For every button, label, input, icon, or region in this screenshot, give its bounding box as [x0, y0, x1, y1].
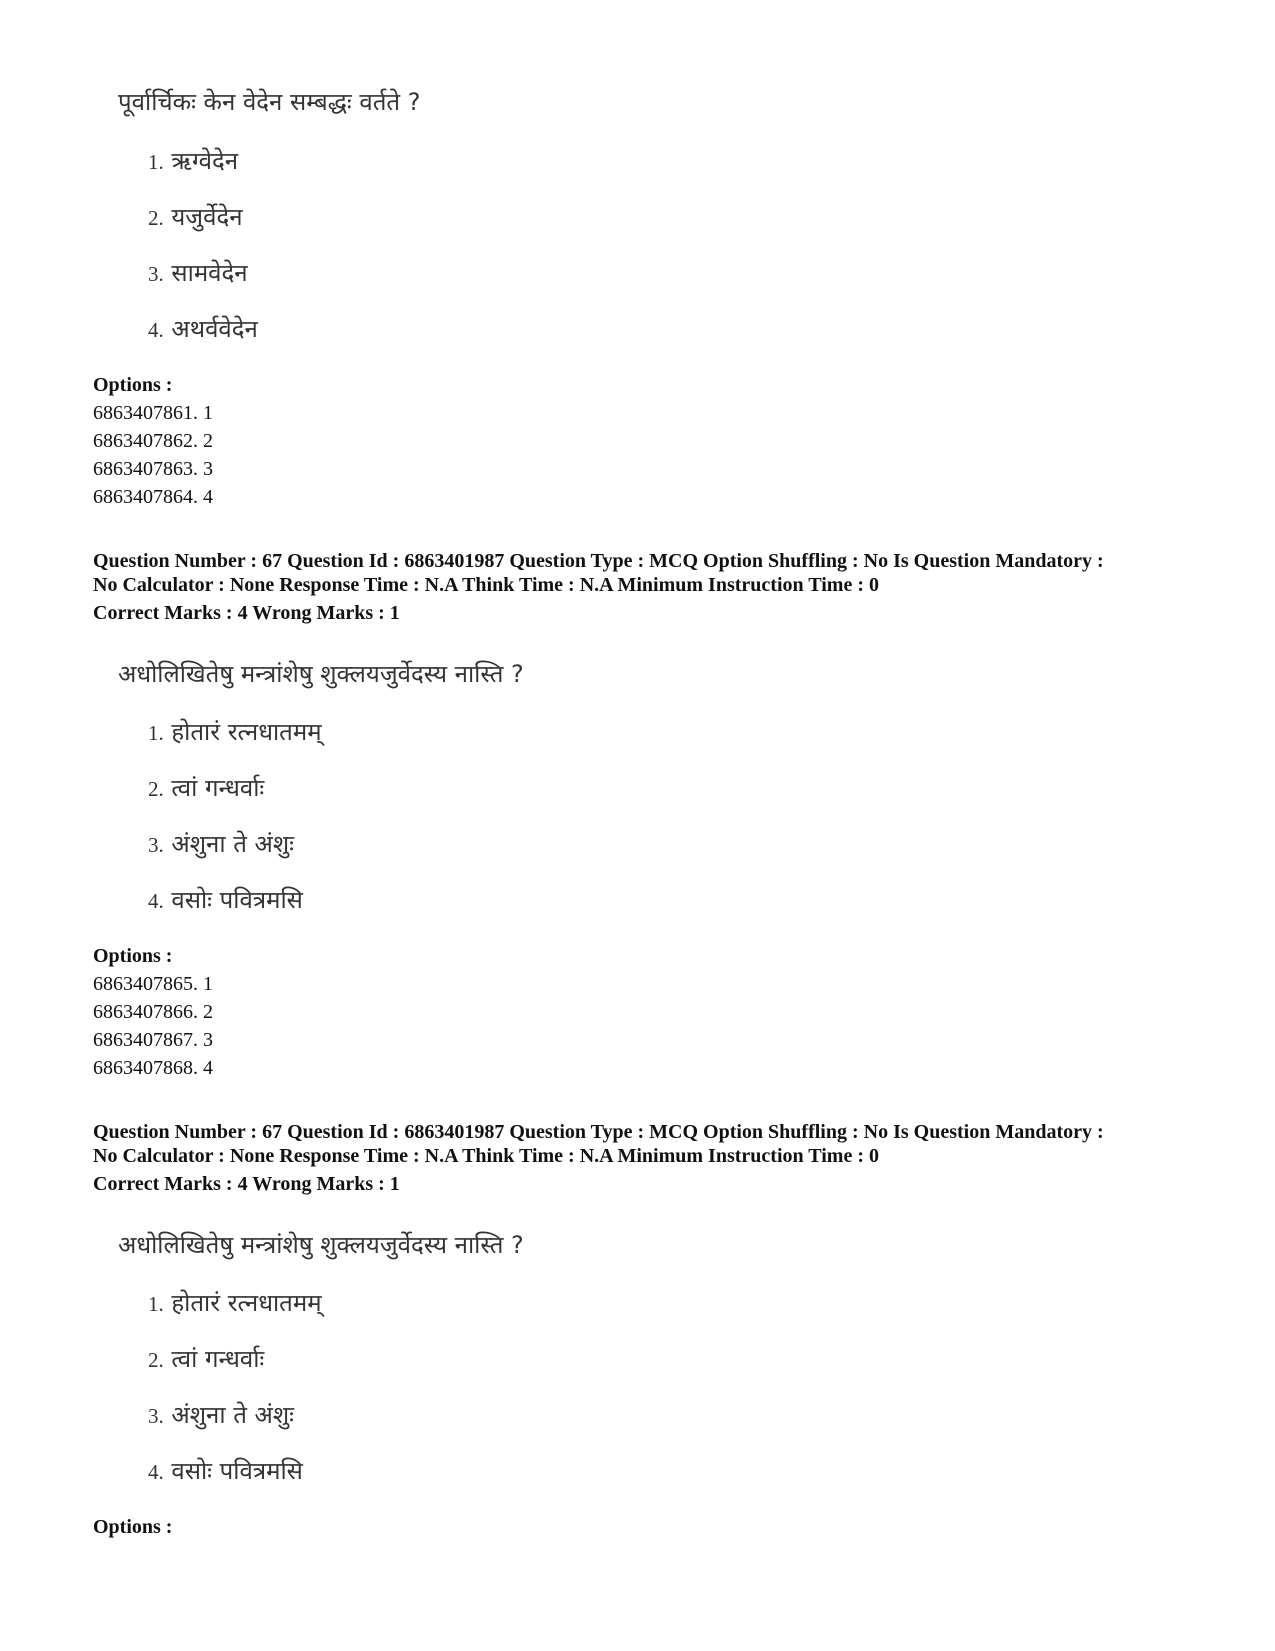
- question-text: अधोलिखितेषु मन्त्रांशेषु शुक्लयजुर्वेदस्य नास्ति ?: [118, 660, 524, 688]
- option-id-row: 6863407865. 1: [93, 973, 213, 995]
- choice-number: 4.: [148, 318, 164, 342]
- choice-number: 1.: [148, 150, 164, 174]
- choice-number: 2.: [148, 1348, 164, 1372]
- choice-text: अंशुना ते अंशुः: [171, 1401, 295, 1429]
- option-id-row: 6863407867. 3: [93, 1029, 213, 1051]
- choice-item: [148, 1287, 322, 1320]
- choice-text: सामवेदेन: [171, 259, 248, 287]
- option-id-row: 6863407862. 2: [93, 430, 213, 452]
- choice-item: [148, 145, 238, 178]
- choice-item: [148, 1399, 294, 1432]
- choice-text: यजुर्वेदेन: [171, 203, 243, 231]
- choice-text: त्वां गन्धर्वाः: [171, 774, 265, 802]
- choice-number: 3.: [148, 262, 164, 286]
- option-id-row: 6863407863. 3: [93, 458, 213, 480]
- choice-text: होतारं रत्नधातमम्: [171, 718, 322, 746]
- choice-number: 1.: [148, 721, 164, 745]
- choice-number: 3.: [148, 1404, 164, 1428]
- choice-item: [148, 884, 303, 917]
- option-id-row: 6863407864. 4: [93, 486, 213, 508]
- question-meta-line: Question Number : 67 Question Id : 6863401987 Question Type : MCQ Option Shuffling : No Is Question Mandatory :: [93, 1121, 1104, 1143]
- choice-item: [148, 313, 258, 346]
- question-meta-line: No Calculator : None Response Time : N.A Think Time : N.A Minimum Instruction Time : 0: [93, 1145, 879, 1167]
- choice-item: [148, 257, 248, 290]
- options-label: Options :: [93, 945, 173, 967]
- choice-number: 3.: [148, 833, 164, 857]
- option-id-row: 6863407866. 2: [93, 1001, 213, 1023]
- choice-item: [148, 772, 264, 805]
- options-label: Options :: [93, 374, 173, 396]
- choice-item: [148, 1455, 303, 1488]
- choice-number: 4.: [148, 1460, 164, 1484]
- choice-text: अथर्ववेदेन: [171, 315, 258, 343]
- option-id-row: 6863407861. 1: [93, 402, 213, 424]
- marks-line: Correct Marks : 4 Wrong Marks : 1: [93, 1173, 400, 1195]
- choice-text: अंशुना ते अंशुः: [171, 830, 295, 858]
- choice-item: [148, 201, 243, 234]
- choice-item: [148, 1343, 264, 1376]
- options-label: Options :: [93, 1516, 173, 1538]
- choice-text: वसोः पवित्रमसि: [171, 886, 303, 914]
- choice-text: वसोः पवित्रमसि: [171, 1457, 303, 1485]
- choice-item: [148, 828, 294, 861]
- question-text: अधोलिखितेषु मन्त्रांशेषु शुक्लयजुर्वेदस्य नास्ति ?: [118, 1231, 524, 1259]
- choice-text: त्वां गन्धर्वाः: [171, 1345, 265, 1373]
- choice-number: 2.: [148, 777, 164, 801]
- question-meta-line: Question Number : 67 Question Id : 6863401987 Question Type : MCQ Option Shuffling : No Is Question Mandatory :: [93, 550, 1104, 572]
- question-meta-line: No Calculator : None Response Time : N.A Think Time : N.A Minimum Instruction Time : 0: [93, 574, 879, 596]
- marks-line: Correct Marks : 4 Wrong Marks : 1: [93, 602, 400, 624]
- choice-text: ऋग्वेदेन: [171, 147, 239, 175]
- choice-number: 2.: [148, 206, 164, 230]
- choice-number: 4.: [148, 889, 164, 913]
- option-id-row: 6863407868. 4: [93, 1057, 213, 1079]
- question-text: पूर्वार्चिकः केन वेदेन सम्बद्धः वर्तते ?: [118, 88, 421, 116]
- choice-text: होतारं रत्नधातमम्: [171, 1289, 322, 1317]
- choice-number: 1.: [148, 1292, 164, 1316]
- choice-item: [148, 716, 322, 749]
